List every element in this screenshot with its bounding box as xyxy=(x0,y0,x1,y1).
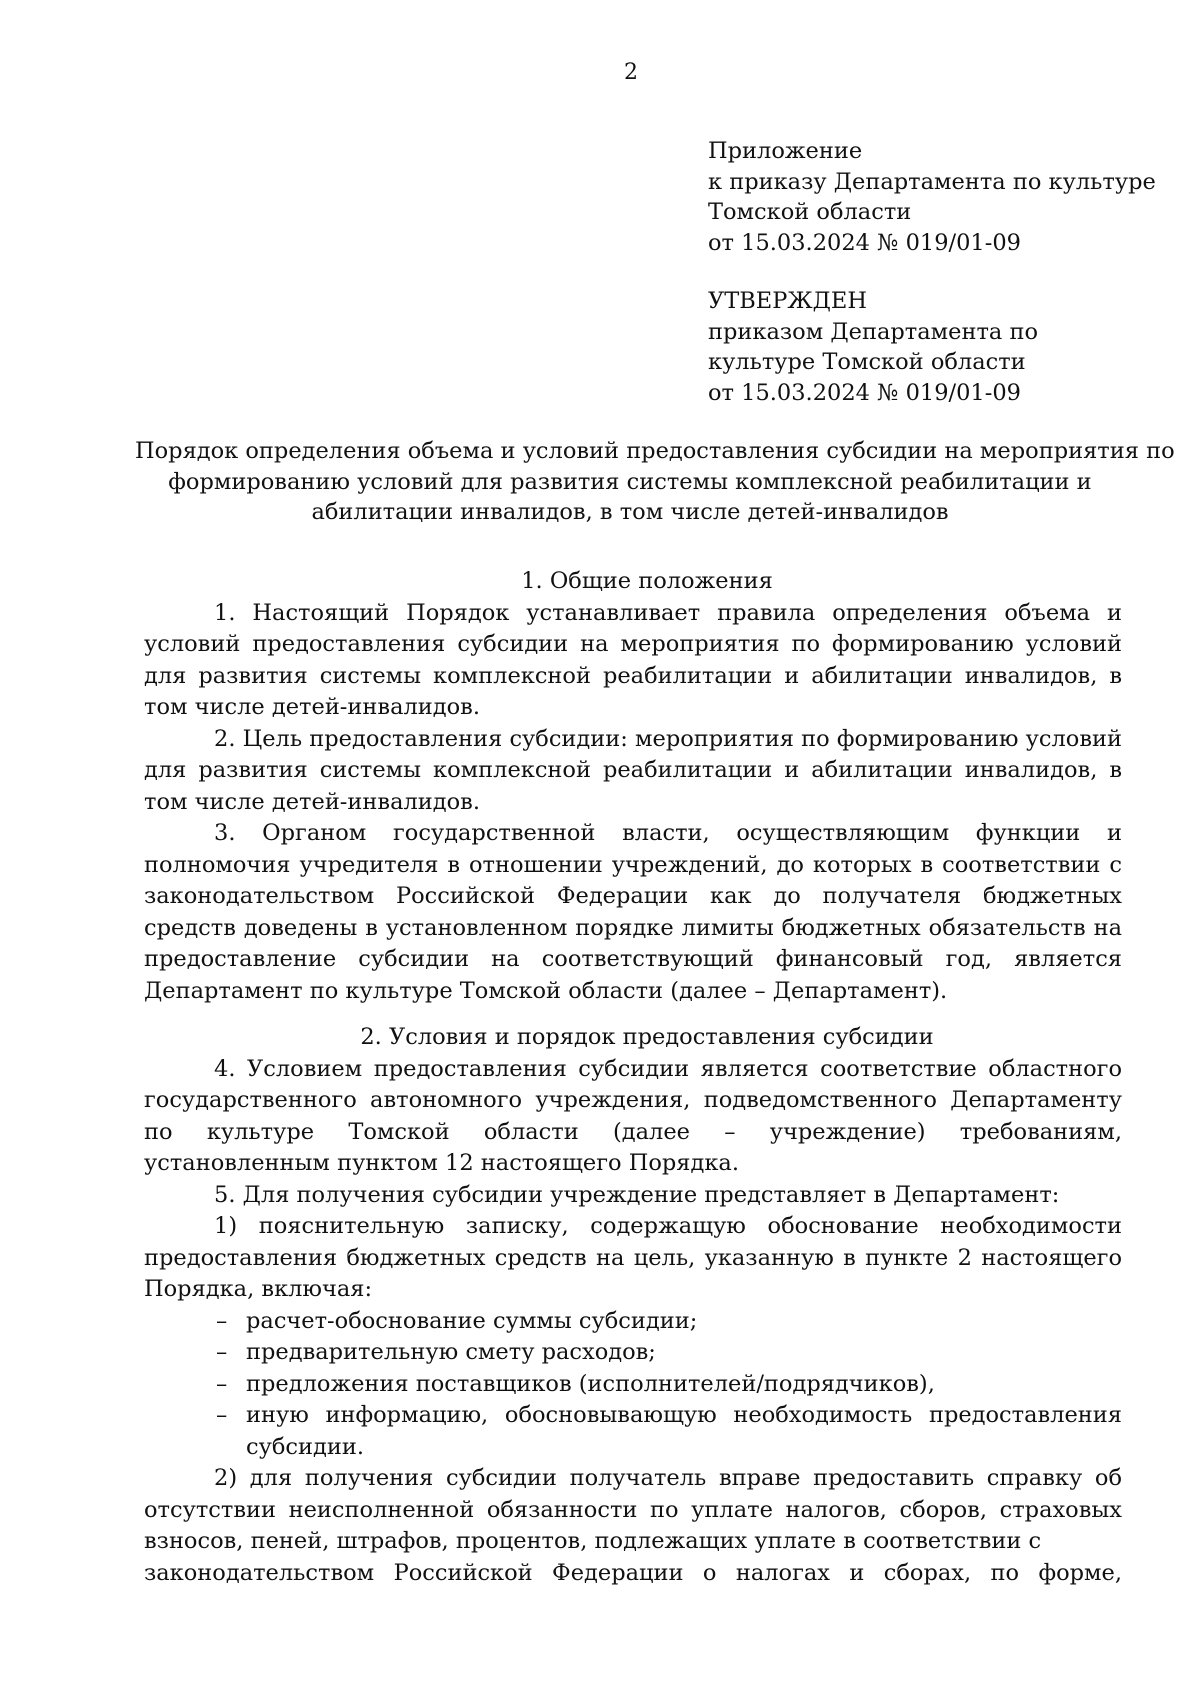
section-heading: 2. Условия и порядок предоставления субсидии xyxy=(360,1024,934,1050)
appendix-line: от 15.03.2024 № 019/01-09 xyxy=(708,229,1021,256)
approved-line: культуре Томской области xyxy=(708,349,1026,375)
appendix-block xyxy=(708,136,1156,258)
document-list xyxy=(144,1306,1122,1464)
section-heading: 1. Общие положения xyxy=(521,568,773,594)
paragraph-1: 1. Настоящий Порядок устанавливает правила определения объема и условий предоставления субсидии на мероприятия по формированию условий для развития системы комплексной реабилитации и абилитации инвалидов, в том числе детей-инвалидов. xyxy=(144,599,1122,720)
paragraph-4: 4. Условием предоставления субсидии является соответствие областного государственного автономного учреждения, подведомственного Департаменту по культуре Томской области (далее – учреждение) требованиям, установленным пунктом 12 настоящего Порядка. xyxy=(144,1055,1122,1176)
subparagraph-2-tail: законодательством Российской Федерации о налогах и сборах, по форме, xyxy=(144,1559,1122,1586)
page-number: 2 xyxy=(624,60,638,85)
paragraph-3: 3. Органом государственной власти, осуществляющим функции и полномочия учредителя в отношении учреждений, до которых в соответствии с законодательством Российской Федерации как до получателя бюджетных средств доведены в установленном порядке лимиты бюджетных обязательств на предоставление субсидии на соответствующий финансовый год, является Департамент по культуре Томской области (далее – Департамент). xyxy=(144,820,1122,1004)
section-conditions xyxy=(144,1022,1122,1589)
appendix-line: к приказу Департамента по культуре xyxy=(708,168,1156,195)
list-item: – предварительную смету расходов; xyxy=(246,1337,1122,1369)
list-item: – расчет-обоснование суммы субсидии; xyxy=(246,1306,1122,1338)
approved-block xyxy=(708,286,1148,408)
approved-line: УТВЕРЖДЕН xyxy=(708,288,867,314)
paragraph-5: 5. Для получения субсидии учреждение представляет в Департамент: xyxy=(214,1181,1060,1208)
title-line: Порядок определения объема и условий предоставления субсидии на мероприятия по xyxy=(135,438,1175,464)
subparagraph-1: 1) пояснительную записку, содержащую обоснование необходимости предоставления бюджетных средств на цель, указанную в пункте 2 настоящего Порядка, включая: xyxy=(144,1213,1122,1302)
appendix-line: Приложение xyxy=(708,138,863,164)
list-item: – предложения поставщиков (исполнителей/подрядчиков), xyxy=(246,1369,1122,1401)
title-line: формированию условий для развития системы комплексной реабилитации и xyxy=(168,468,1092,495)
subparagraph-2: 2) для получения субсидии получатель вправе предоставить справку об отсутствии неисполненной обязанности по уплате налогов, сборов, страховых взносов, пеней, штрафов, процентов, подлежащих уплате в соответствии с xyxy=(144,1465,1122,1554)
approved-line: от 15.03.2024 № 019/01-09 xyxy=(708,379,1021,406)
list-item: – иную информацию, обосновывающую необходимость предоставления субсидии. xyxy=(246,1400,1122,1463)
title-line: абилитации инвалидов, в том числе детей-инвалидов xyxy=(311,499,949,525)
document-title xyxy=(135,436,1175,528)
approved-line: приказом Департамента по xyxy=(708,318,1038,345)
paragraph-2: 2. Цель предоставления субсидии: мероприятия по формированию условий для развития системы комплексной реабилитации и абилитации инвалидов, в том числе детей-инвалидов. xyxy=(144,725,1123,815)
section-general-provisions xyxy=(144,566,1122,1007)
appendix-line: Томской области xyxy=(708,199,912,225)
